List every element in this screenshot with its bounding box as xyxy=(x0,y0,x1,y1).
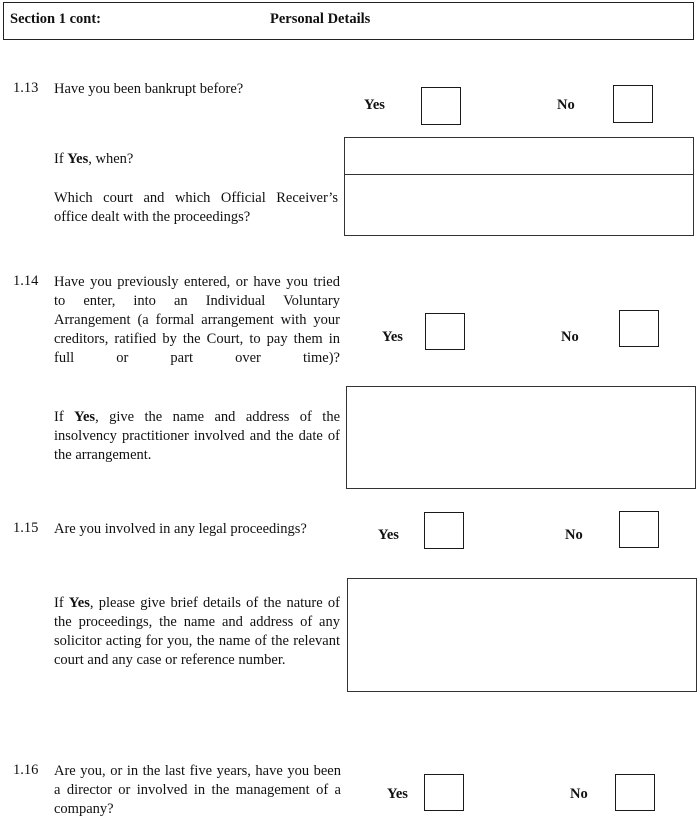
question-1-15-text: Are you involved in any legal proceedings? xyxy=(54,521,307,537)
question-number-1-15: 1.15 xyxy=(13,520,39,536)
q113-yes-checkbox[interactable] xyxy=(421,87,461,125)
q113-when-field[interactable] xyxy=(344,137,694,175)
section-title: Personal Details xyxy=(270,11,371,27)
q113-yes-label: Yes xyxy=(364,97,385,113)
q113-if-yes-when-label: If Yes, when? xyxy=(54,151,134,167)
q115-yes-checkbox[interactable] xyxy=(424,512,464,549)
q114-practitioner-field[interactable] xyxy=(346,386,696,489)
question-1-14-text: Have you previously entered, or have you tried to enter, into an Individual Voluntary Arrangement (a formal arrangement with your creditors, ratified by the Court, to pay them in full or part over time)? xyxy=(54,274,340,366)
q115-yes-label: Yes xyxy=(378,527,399,543)
q114-yes-label: Yes xyxy=(382,329,403,345)
q115-no-label: No xyxy=(565,527,583,543)
q116-no-label: No xyxy=(570,786,588,802)
q116-yes-checkbox[interactable] xyxy=(424,774,464,811)
q114-no-label: No xyxy=(561,329,579,345)
q116-no-checkbox[interactable] xyxy=(615,774,655,811)
question-number-1-14: 1.14 xyxy=(13,273,39,289)
q114-yes-checkbox[interactable] xyxy=(425,313,465,350)
q113-court-field[interactable] xyxy=(344,174,694,236)
q113-no-checkbox[interactable] xyxy=(613,85,653,123)
q115-no-checkbox[interactable] xyxy=(619,511,659,548)
q114-if-yes-label: If Yes, give the name and address of the insolvency practitioner involved and the date of the arrangement. xyxy=(54,409,341,463)
q116-yes-label: Yes xyxy=(387,786,408,802)
question-1-13-text: Have you been bankrupt before? xyxy=(54,81,244,97)
section-label: Section 1 cont: xyxy=(10,11,102,27)
question-number-1-13: 1.13 xyxy=(13,80,39,96)
question-1-16-text: Are you, or in the last five years, have you been a director or involved in the management of a company? xyxy=(54,763,341,817)
question-number-1-16: 1.16 xyxy=(13,762,39,778)
q115-details-field[interactable] xyxy=(347,578,697,692)
q113-no-label: No xyxy=(557,97,575,113)
q115-if-yes-label: If Yes, please give brief details of the nature of the proceedings, the name and address of any solicitor acting for you, the name of the relevant court and any case or reference number. xyxy=(54,595,341,668)
q113-court-label: Which court and which Official Receiver’s office dealt with the proceedings? xyxy=(54,190,338,225)
q114-no-checkbox[interactable] xyxy=(619,310,659,347)
